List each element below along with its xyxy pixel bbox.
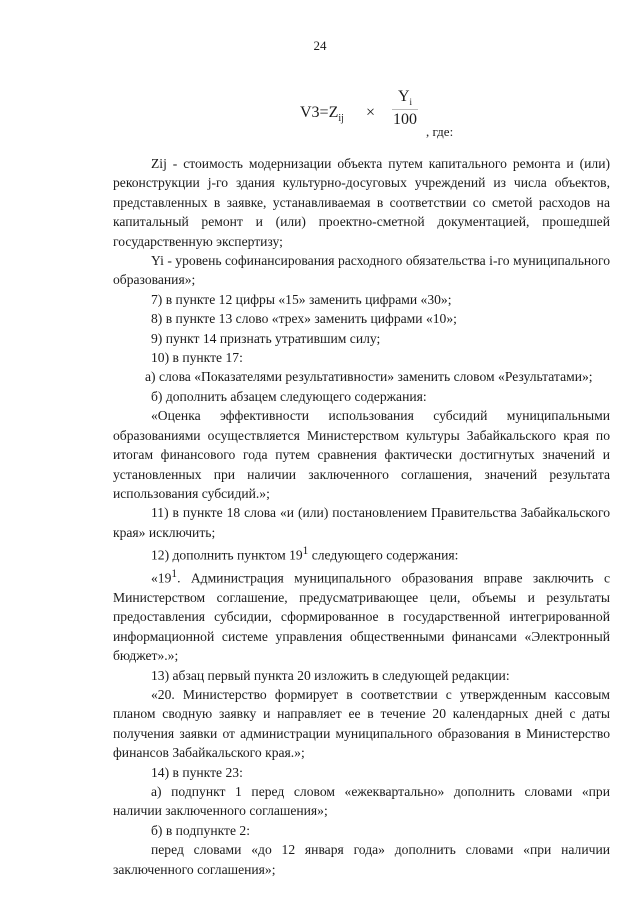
paragraph-item-19-1: «$19^1$. Администрация муниципального образования вправе заключить с Министерством соглашение, предусматривающее цели, объемы и результаты предоставления субсидии, сформированное в государственной интегрированной информационной системе управления общественными финансами «Электронный бюджет».»; [113,568,610,664]
paragraph-item-8: 8) в пункте 13 слово «трех» заменить цифрами «10»; [151,311,457,327]
paragraph-item-9: 9) пункт 14 признать утратившим силу; [151,330,381,346]
paragraph-item-20: «20. Министерство формирует в соответствии с утвержденным кассовым планом сводную заявку и направляет ее в течение 20 календарных дней с даты получения заявки от администрации муниципального образования в Министерство финансов Забайкальского края.»; [113,687,610,761]
paragraph-item-13: 13) абзац первый пункта 20 изложить в следующей редакции: [151,667,510,683]
paragraph-item-14: 14) в пункте 23: [151,764,243,780]
formula-where: , где: [426,124,454,139]
paragraph-item-10a: а) слова «Показателями результативности» заменить словом «Результатами»; [145,369,593,385]
page-number: 24 [313,38,327,53]
formula-fraction [388,86,422,130]
formula-denominator: 100 [393,111,417,128]
paragraph-item-10: 10) в пункте 17: [151,350,243,366]
paragraph-yi: Yi - уровень софинансирования расходного обязательства i-го муниципального образования»; [113,253,610,288]
paragraph-before-words: перед словами «до 12 января года» дополнить словами «при наличии заключенного соглашения»; [113,842,610,877]
paragraph-evaluation: «Оценка эффективности использования субсидий муниципальными образованиями осуществляется Министерством культуры Забайкальского края по итогам финансового года путем сравнения фактически достигнутых значений и установленных при наличии заключенного соглашения, значений результата использования субсидий.»; [113,408,610,501]
paragraph-item-10b: б) дополнить абзацем следующего содержания: [151,388,427,404]
paragraph-item-12: 12) дополнить пунктом $19^1$ следующего содержания: [151,545,459,563]
paragraph-item-14a: а) подпункт 1 перед словом «ежеквартально» дополнить словами «при наличии заключенного соглашения»; [113,784,610,819]
paragraph-zij: Zij - стоимость модернизации объекта путем капитального ремонта и (или) реконструкции j-го здания культурно-досуговых учреждений из числа объектов, представленных в заявке, устанавливаемая в соответствии со сметой расходов на капитальный ремонт и (или) проектно-сметной документацией, прошедшей государственную экспертизу; [113,156,610,249]
formula-times: × [366,104,376,121]
formula [300,86,520,146]
document-body [113,154,610,879]
paragraph-item-7: 7) в пункте 12 цифры «15» заменить цифрами «30»; [151,291,452,307]
formula-lhs: $V3=Z_{ij}$ [300,104,344,124]
formula-numerator: $Y_i$ [397,88,413,107]
paragraph-item-14b: б) в подпункте 2: [151,822,250,838]
paragraph-item-11: 11) в пункте 18 слова «и (или) постановлением Правительства Забайкальского края» исключить; [113,505,610,540]
